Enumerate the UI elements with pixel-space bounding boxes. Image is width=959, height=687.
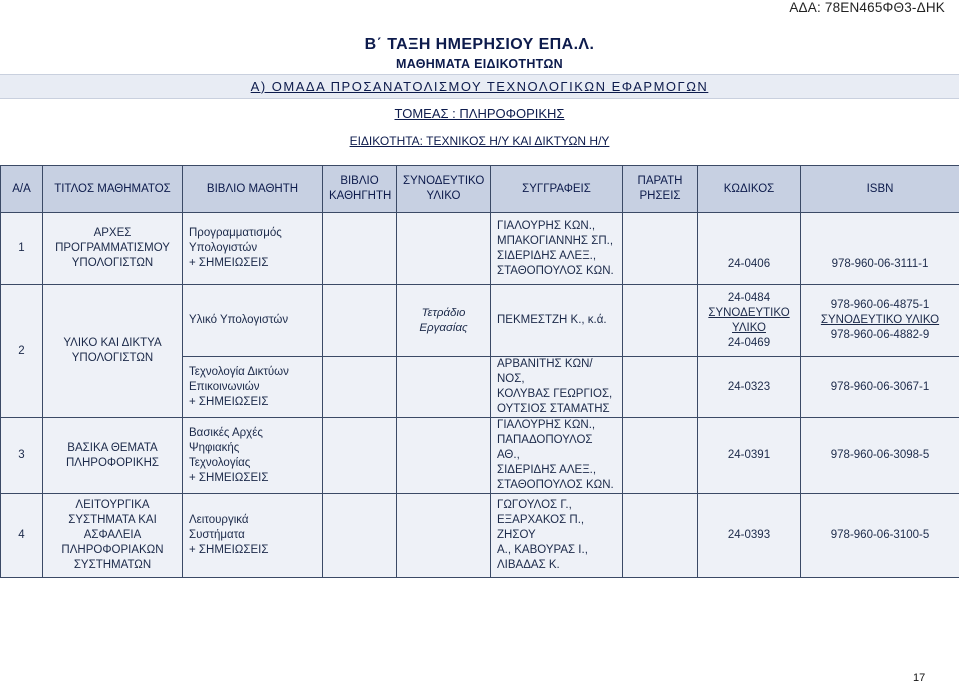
book-line: Επικοινωνιών (189, 380, 260, 393)
header-isbn: ISBN (801, 166, 959, 213)
course-line: ΑΣΦΑΛΕΙΑ (83, 529, 142, 541)
book-line: + ΣΗΜΕΙΩΣΕΙΣ (189, 471, 269, 484)
row-teacher-book (323, 357, 397, 418)
row-teacher-book (323, 213, 397, 285)
author-line: Α., ΚΑΒΟΥΡΑΣ Ι., (497, 544, 588, 556)
subject-title: ΜΑΘΗΜΑΤΑ ΕΙΔΙΚΟΤΗΤΩΝ (395, 57, 564, 71)
books-table (0, 165, 959, 578)
row-authors (491, 418, 623, 494)
author-line: ΜΠΑΚΟΓΙΑΝΝΗΣ ΣΠ., (497, 234, 614, 247)
row-course (43, 285, 183, 418)
header-student-book: ΒΙΒΛΙΟ ΜΑΘΗΤΗ (183, 166, 323, 213)
row-notes (623, 213, 698, 285)
row-isbn: 978-960-06-3067-1 (801, 357, 959, 418)
course-line: ΥΠΟΛΟΓΙΣΤΩΝ (71, 257, 154, 269)
author-line: ΑΡΒΑΝΙΤΗΣ ΚΩΝ/ΝΟΣ, (497, 358, 593, 385)
author-line: ΣΙΔΕΡΙΔΗΣ ΑΛΕΞ., (497, 464, 597, 476)
row-aa: 3 (1, 418, 43, 494)
author-line: ΣΙΔΕΡΙΔΗΣ ΑΛΕΞ., (497, 249, 597, 262)
book-line: Συστήματα (189, 529, 245, 541)
book-line: Τεχνολογίας (189, 456, 251, 469)
row-code: 24-0391 (698, 418, 801, 494)
row-aa: 4 (1, 494, 43, 578)
book-line: Λειτουργικά (189, 514, 249, 526)
author-line: ΛΙΒΑΔΑΣ Κ. (497, 559, 560, 571)
row-aa: 1 (1, 213, 43, 285)
author-line: ΣΤΑΘΟΠΟΥΛΟΣ ΚΩΝ. (497, 264, 614, 277)
row-aa: 2 (1, 285, 43, 418)
header-course: ΤΙΤΛΟΣ ΜΑΘΗΜΑΤΟΣ (43, 166, 183, 213)
header-aux (397, 166, 491, 213)
specialty-label: ΕΙΔΙΚΟΤΗΤΑ: (349, 134, 424, 148)
header-notes (623, 166, 698, 213)
header-aux-l1: ΣΥΝΟΔΕΥΤΙΚΟ (403, 175, 485, 187)
course-line: ΑΡΧΕΣ (93, 227, 132, 239)
row-aux (397, 494, 491, 578)
header-aux-l2: ΥΛΙΚΟ (426, 190, 461, 202)
header-aa: Α/Α (1, 166, 43, 213)
table-row (1, 494, 959, 578)
book-line: Υπολογιστών (189, 242, 258, 254)
table-row (1, 213, 959, 285)
row-aux (397, 418, 491, 494)
sector-label: ΤΟΜΕΑΣ (394, 106, 449, 121)
row-teacher-book (323, 418, 397, 494)
row-isbn (801, 285, 959, 357)
header-authors: ΣΥΓΓΡΑΦΕΙΣ (491, 166, 623, 213)
course-line: ΣΥΣΤΗΜΑΤΑ ΚΑΙ (68, 514, 157, 526)
author-line: ΚΟΛΥΒΑΣ ΓΕΩΡΓΙΟΣ, (497, 388, 613, 400)
course-line: ΥΛΙΚΟ ΚΑΙ ΔΙΚΤΥΑ (63, 337, 162, 349)
author-line: ΕΞΑΡΧΑΚΟΣ Π., ΖΗΣΟΥ (497, 514, 585, 541)
code-line: 24-0484 (727, 291, 771, 304)
row-notes (623, 418, 698, 494)
row-code: 24-0323 (698, 357, 801, 418)
code-line: ΣΥΝΟΔΕΥΤΙΚΟ (708, 306, 790, 319)
isbn-line: ΣΥΝΟΔΕΥΤΙΚΟ ΥΛΙΚΟ (820, 314, 940, 326)
sector-title (0, 106, 959, 121)
course-line: ΥΠΟΛΟΓΙΣΤΩΝ (71, 352, 154, 364)
row-teacher-book (323, 494, 397, 578)
row-aux (397, 213, 491, 285)
header-teacher-book (323, 166, 397, 213)
course-line: ΠΛΗΡΟΦΟΡΙΚΗΣ (66, 456, 159, 469)
course-line: ΠΛΗΡΟΦΟΡΙΑΚΩΝ (61, 544, 164, 556)
isbn-line: 978-960-06-4882-9 (830, 329, 930, 341)
book-line: + ΣΗΜΕΙΩΣΕΙΣ (189, 257, 269, 269)
sector-value: : ΠΛΗΡΟΦΟΡΙΚΗΣ (448, 106, 565, 121)
header-notes-l1: ΠΑΡΑΤΗ (637, 175, 683, 187)
row-notes (623, 285, 698, 357)
row-student-book (183, 418, 323, 494)
class-title: Β΄ ΤΑΞΗ ΗΜΕΡΗΣΙΟΥ ΕΠΑ.Λ. (364, 36, 595, 53)
row-notes (623, 494, 698, 578)
group-title: Α) ΟΜΑΔΑ ΠΡΟΣΑΝΑΤΟΛΙΣΜΟΥ ΤΕΧΝΟΛΟΓΙΚΩΝ ΕΦΑΡΜΟΓΩΝ (250, 79, 709, 94)
row-isbn: 978-960-06-3098-5 (801, 418, 959, 494)
row-teacher-book (323, 285, 397, 357)
aux-line: Εργασίας (419, 321, 468, 334)
ada-code: ΑΔΑ: 78ΕΝ465ΦΘ3-ΔΗΚ (789, 0, 945, 15)
book-line: + ΣΗΜΕΙΩΣΕΙΣ (189, 395, 269, 408)
table-row (1, 418, 959, 494)
row-aux (397, 357, 491, 418)
specialty-value: ΤΕΧΝΙΚΟΣ Η/Υ ΚΑΙ ΔΙΚΤΥΩΝ Η/Υ (423, 134, 610, 148)
book-line: Τεχνολογία Δικτύων (189, 365, 289, 378)
row-student-book (183, 357, 323, 418)
row-code: 24-0406 (698, 213, 801, 285)
header-teacher-book-l1: ΒΙΒΛΙΟ (340, 175, 379, 187)
course-line: ΠΡΟΓΡΑΜΜΑΤΙΣΜΟΥ (55, 242, 170, 254)
code-line: ΥΛΙΚΟ (732, 321, 766, 334)
course-line: ΛΕΙΤΟΥΡΓΙΚΑ (75, 499, 150, 511)
book-line: Βασικές Αρχές (189, 426, 263, 439)
row-isbn: 978-960-06-3111-1 (801, 213, 959, 285)
author-line: ΓΙΑΛΟΥΡΗΣ ΚΩΝ., (497, 219, 596, 232)
row-notes (623, 357, 698, 418)
header-notes-l2: ΡΗΣΕΙΣ (639, 190, 681, 202)
course-line: ΒΑΣΙΚΑ ΘΕΜΑΤΑ (67, 441, 158, 454)
row-authors (491, 494, 623, 578)
row-aux (397, 285, 491, 357)
author-line: ΟΥΤΣΙΟΣ ΣΤΑΜΑΤΗΣ (497, 403, 610, 415)
aux-line: Τετράδιο (421, 306, 466, 319)
row-authors (491, 213, 623, 285)
row-authors (491, 357, 623, 418)
table-row (1, 285, 959, 357)
code-line: 24-0469 (727, 336, 771, 349)
isbn-line: 978-960-06-4875-1 (830, 299, 930, 311)
book-line: Ψηφιακής (189, 441, 240, 454)
row-course (43, 494, 183, 578)
row-student-book (183, 213, 323, 285)
row-code: 24-0393 (698, 494, 801, 578)
page-number: 17 (913, 672, 926, 684)
row-course (43, 418, 183, 494)
author-line: ΓΙΑΛΟΥΡΗΣ ΚΩΝ., (497, 419, 596, 431)
specialty-title (0, 134, 959, 148)
row-course (43, 213, 183, 285)
author-line: ΓΩΓΟΥΛΟΣ Γ., (497, 499, 572, 511)
row-authors: ΠΕΚΜΕΣΤΖΗ Κ., κ.ά. (491, 285, 623, 357)
row-isbn: 978-960-06-3100-5 (801, 494, 959, 578)
author-line: ΣΤΑΘΟΠΟΥΛΟΣ ΚΩΝ. (497, 479, 614, 491)
author-line: ΠΑΠΑΔΟΠΟΥΛΟΣ ΑΘ., (497, 434, 593, 461)
row-student-book (183, 494, 323, 578)
header-code: ΚΩΔΙΚΟΣ (698, 166, 801, 213)
row-code (698, 285, 801, 357)
book-line: + ΣΗΜΕΙΩΣΕΙΣ (189, 544, 269, 556)
course-line: ΣΥΣΤΗΜΑΤΩΝ (73, 559, 152, 571)
header-teacher-book-l2: ΚΑΘΗΓΗΤΗ (329, 190, 392, 202)
row-student-book: Υλικό Υπολογιστών (183, 285, 323, 357)
header-row (1, 166, 959, 213)
book-line: Προγραμματισμός (189, 227, 282, 239)
